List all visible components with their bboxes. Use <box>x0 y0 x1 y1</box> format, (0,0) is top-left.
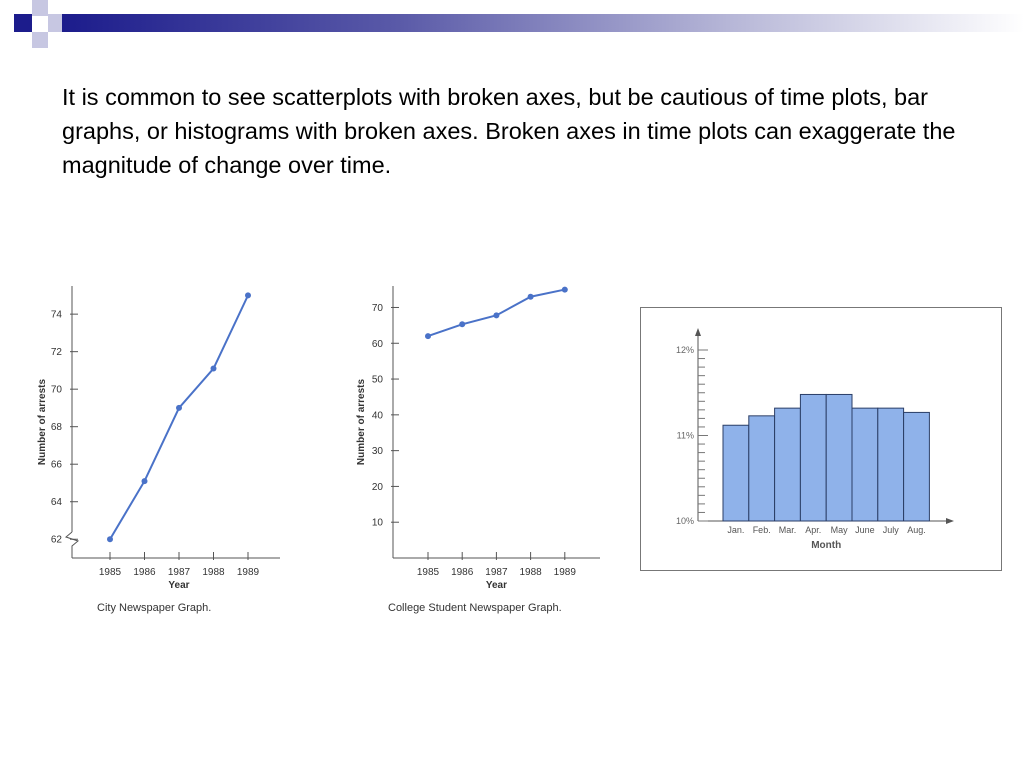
data-point <box>425 333 431 339</box>
decor-square-navy <box>14 14 32 32</box>
x-tick-label: July <box>882 525 899 535</box>
y-tick-label: 50 <box>371 374 383 386</box>
series-line <box>110 295 248 539</box>
y-tick-label: 70 <box>371 302 383 314</box>
y-tick-label: 12% <box>675 345 694 355</box>
data-point <box>107 536 113 542</box>
axis-break-mark <box>66 532 78 558</box>
x-tick-label: 1986 <box>133 567 156 578</box>
x-tick-label: Feb. <box>752 525 771 535</box>
y-axis-arrow <box>695 328 701 336</box>
monthly-histogram <box>641 308 1001 570</box>
y-tick-label: 74 <box>50 309 62 321</box>
x-tick-label: 1987 <box>167 567 191 578</box>
data-point <box>142 478 148 484</box>
body-text: It is common to see scatterplots with broken axes, but be cautious of time plots, bar graphs, or histograms with broken axes. Broken axes in time plots can exaggerate the magnitude of change over time. <box>62 84 956 178</box>
chart-caption: City Newspaper Graph. <box>97 602 212 614</box>
y-tick-label: 64 <box>50 497 62 509</box>
y-tick-label: 20 <box>371 481 383 493</box>
y-tick-label: 10% <box>675 516 694 526</box>
x-tick-label: 1989 <box>236 567 260 578</box>
data-point <box>562 287 568 293</box>
data-point <box>211 366 217 372</box>
bar <box>826 394 852 521</box>
y-tick-label: 11% <box>676 430 694 441</box>
bar <box>852 408 878 521</box>
slide-header-decoration <box>0 0 1024 50</box>
y-axis-label: Number of arrests <box>37 378 48 466</box>
x-axis-label: Month <box>811 540 842 551</box>
x-axis-label: Year <box>168 580 190 590</box>
x-tick-label: Mar. <box>778 525 797 535</box>
y-tick-label: 62 <box>50 534 62 546</box>
histogram-frame <box>640 307 1002 571</box>
x-axis-arrow <box>946 518 954 524</box>
bar <box>800 394 826 521</box>
bar <box>904 412 930 521</box>
x-axis-label: Year <box>485 580 507 590</box>
x-tick-label: June <box>855 525 875 535</box>
x-tick-label: 1988 <box>519 567 542 578</box>
x-tick-label: 1988 <box>202 567 225 578</box>
y-tick-label: 72 <box>50 347 62 359</box>
chart-caption: College Student Newspaper Graph. <box>388 602 562 614</box>
y-tick-label: 30 <box>371 446 383 458</box>
bar <box>723 425 749 521</box>
bar <box>775 408 801 521</box>
x-tick-label: 1985 <box>98 567 122 578</box>
x-tick-label: Aug. <box>907 525 926 535</box>
x-tick-label: May <box>830 525 848 535</box>
y-tick-label: 70 <box>50 384 62 396</box>
x-tick-label: 1986 <box>451 567 474 578</box>
bar <box>749 416 775 521</box>
y-tick-label: 60 <box>371 338 383 350</box>
data-point <box>459 321 465 327</box>
decor-square-light <box>48 14 62 32</box>
data-point <box>245 292 251 298</box>
college-newspaper-chart <box>345 280 610 590</box>
data-point <box>176 405 182 411</box>
decor-square-light <box>32 32 48 48</box>
bar <box>878 408 904 521</box>
x-tick-label: 1989 <box>553 567 576 578</box>
y-tick-label: 66 <box>50 459 62 471</box>
y-tick-label: 68 <box>50 422 62 434</box>
y-tick-label: 40 <box>371 410 383 422</box>
y-axis-label: Number of arrests <box>356 378 367 466</box>
data-point <box>528 294 534 300</box>
title-gradient-bar <box>62 14 1024 32</box>
x-tick-label: Jan. <box>727 525 745 535</box>
x-tick-label: Apr. <box>805 525 822 535</box>
data-point <box>493 312 499 318</box>
decor-square-light <box>32 0 48 16</box>
x-tick-label: 1987 <box>485 567 508 578</box>
y-tick-label: 10 <box>371 517 383 529</box>
city-newspaper-chart <box>30 280 290 590</box>
x-tick-label: 1985 <box>416 567 440 578</box>
